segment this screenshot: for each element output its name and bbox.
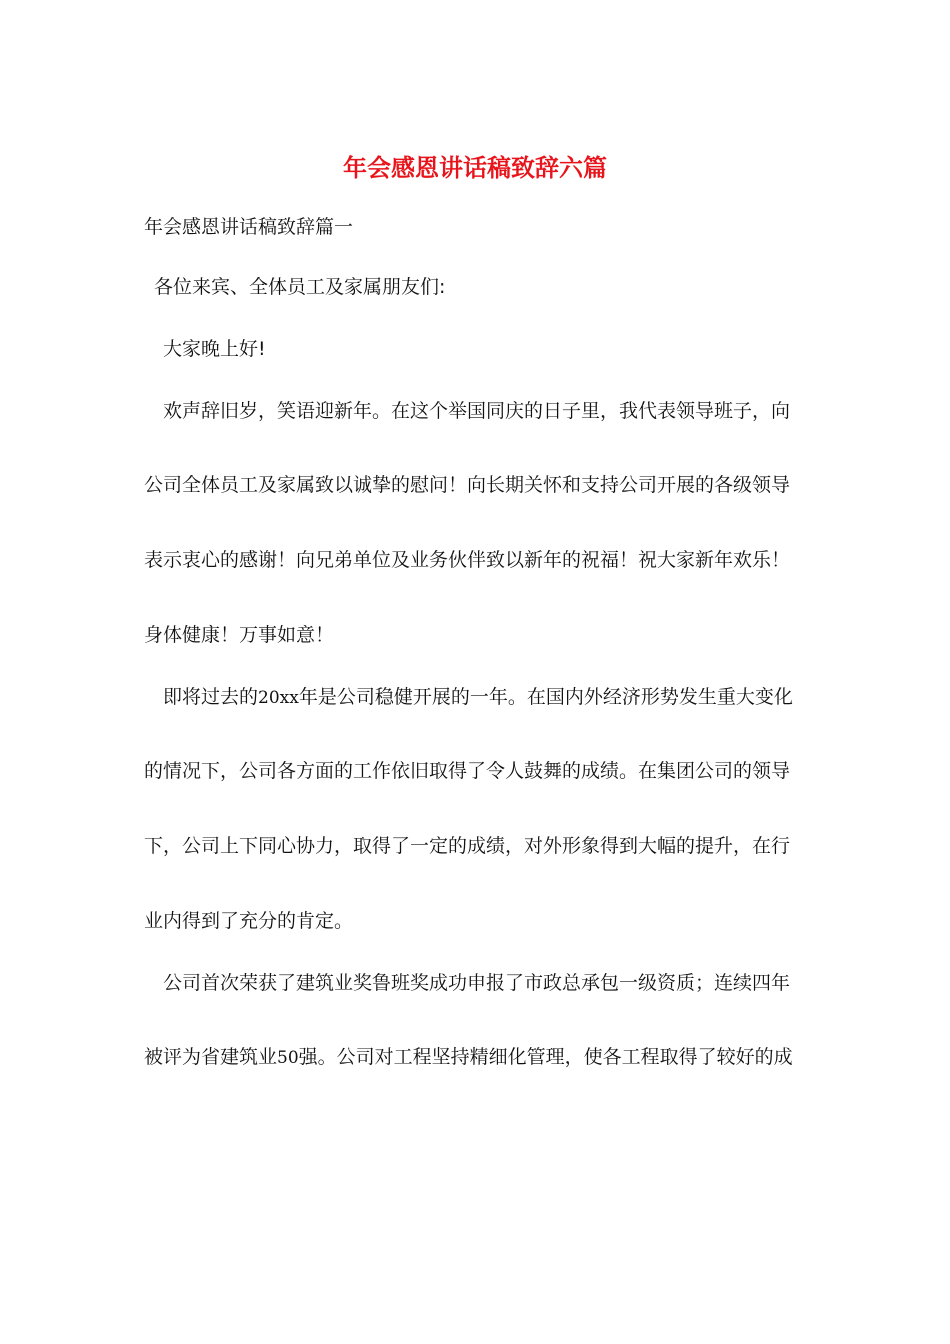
document-title: 年会感恩讲话稿致辞六篇 [343, 153, 607, 182]
paragraph-2-line-3: 下，公司上下同心协力，取得了一定的成绩，对外形象得到大幅的提升，在行 [144, 835, 791, 857]
paragraph-1-line-2: 公司全体员工及家属致以诚挚的慰问！向长期关怀和支持公司开展的各级领导 [144, 474, 791, 496]
paragraph-3-line-2-before: 被评为省建筑业 [144, 1046, 278, 1068]
paragraph-2-line-1-before: 即将过去的 [163, 686, 259, 708]
paragraph-3-line-2 [144, 1042, 793, 1073]
greeting-line: 各位来宾、全体员工及家属朋友们: [154, 276, 446, 298]
section-heading: 年会感恩讲话稿致辞篇一 [144, 216, 354, 238]
paragraph-1-line-3: 表示衷心的感谢！向兄弟单位及业务伙伴致以新年的祝福！祝大家新年欢乐！ [144, 549, 791, 571]
paragraph-1-line-1: 欢声辞旧岁，笑语迎新年。在这个举国同庆的日子里，我代表领导班子，向 [163, 400, 791, 422]
paragraph-2-line-2: 的情况下，公司各方面的工作依旧取得了令人鼓舞的成绩。在集团公司的领导 [144, 760, 791, 782]
paragraph-3-line-1: 公司首次荣获了建筑业奖鲁班奖成功申报了市政总承包一级资质；连续四年 [163, 972, 791, 994]
paragraph-2-line-4: 业内得到了充分的肯定。 [144, 910, 354, 932]
paragraph-1-line-4: 身体健康！万事如意！ [144, 624, 335, 646]
rank-number: 50 [277, 1048, 299, 1068]
paragraph-3-line-2-after: 强。公司对工程坚持精细化管理，使各工程取得了较好的成 [298, 1046, 793, 1068]
paragraph-2-line-1 [163, 682, 793, 713]
paragraph-2-line-1-after: 年是公司稳健开展的一年。在国内外经济形势发生重大变化 [298, 686, 793, 708]
year-value: 20xx [258, 688, 299, 708]
salutation-line: 大家晚上好! [163, 338, 266, 360]
